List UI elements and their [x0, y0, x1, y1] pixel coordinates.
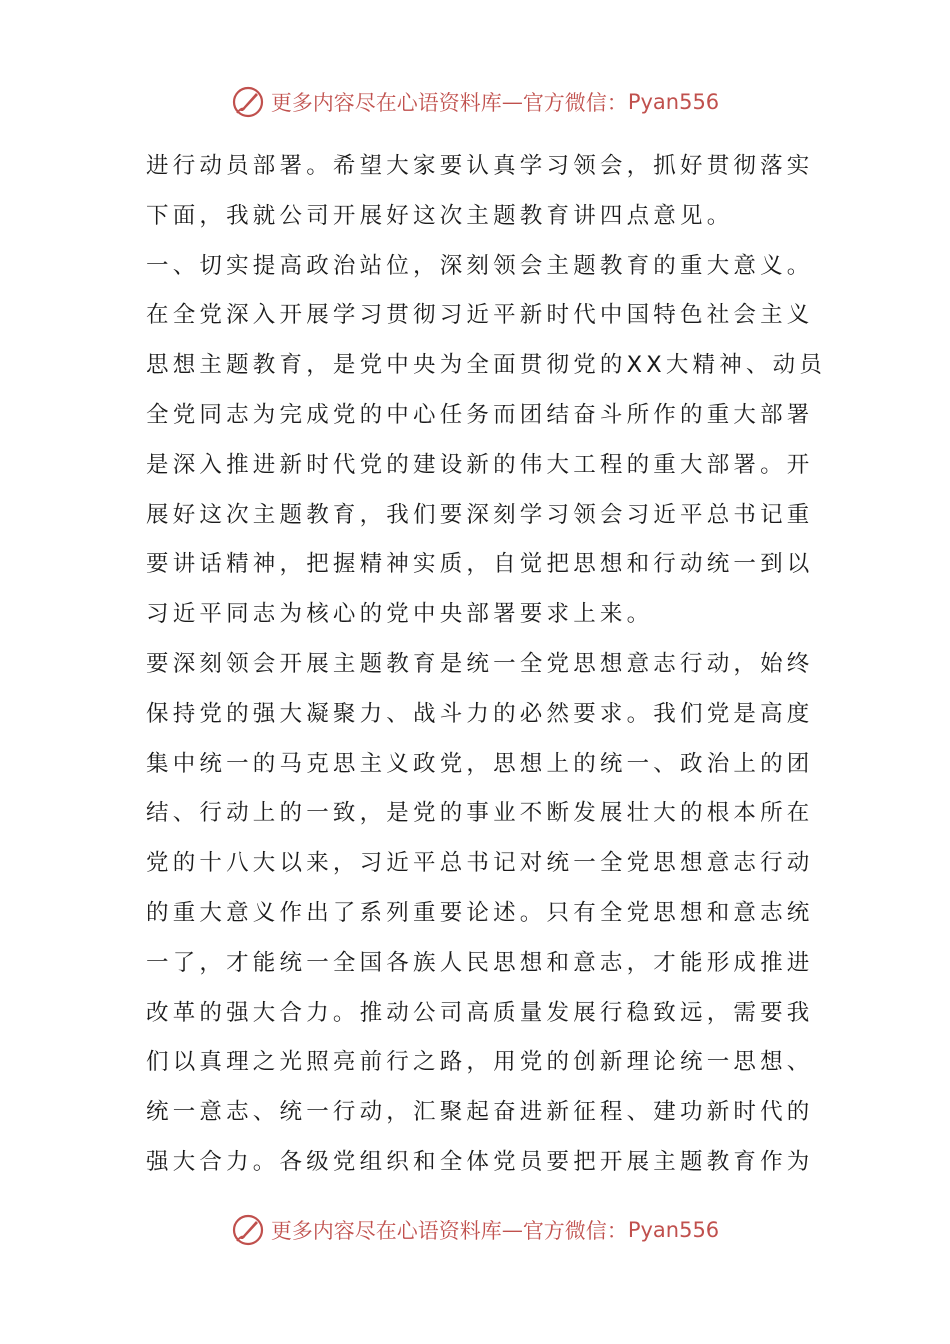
text-line: 展好这次主题教育，我们要深刻学习领会习近平总书记重 [146, 501, 814, 528]
text-line: 结、行动上的一致，是党的事业不断发展壮大的根本所在 [146, 800, 814, 827]
footer-banner [0, 1210, 950, 1250]
text-line: 要深刻领会开展主题教育是统一全党思想意志行动，始终 [146, 650, 814, 677]
header-separator: — [501, 90, 523, 114]
quill-logo-icon [231, 1213, 265, 1247]
text-line: 是深入推进新时代党的建设新的伟大工程的重大部署。开 [146, 451, 814, 478]
text-line: 们以真理之光照亮前行之路，用党的创新理论统一思想、 [146, 1049, 814, 1076]
body-text [146, 142, 827, 1188]
header-wechat-label: 官方微信： [522, 91, 628, 115]
text-line: 保持党的强大凝聚力、战斗力的必然要求。我们党是高度 [146, 700, 814, 727]
text-line: 集中统一的马克思主义政党，思想上的统一、政治上的团 [146, 750, 814, 777]
footer-separator: — [501, 1218, 523, 1242]
text-line: 进行动员部署。希望大家要认真学习领会，抓好贯彻落实 [146, 153, 814, 179]
header-brand-text: 更多内容尽在心语资料库 [270, 91, 502, 115]
text-line: 下面，我就公司开展好这次主题教育讲四点意见。 [146, 202, 734, 229]
footer-wechat-label: 官方微信： [522, 1219, 628, 1243]
text-line: 习近平同志为核心的党中央部署要求上来。 [146, 601, 654, 628]
text-line: 要讲话精神，把握精神实质，自觉把思想和行动统一到以 [146, 551, 814, 578]
quill-logo-icon [231, 85, 265, 119]
text-line: 全党同志为完成党的中心任务而团结奋斗所作的重大部署 [146, 401, 814, 428]
text-line: 的重大意义作出了系列重要论述。只有全党思想和意志统 [146, 899, 814, 926]
text-line: 思想主题教育，是党中央为全面贯彻党的XX大精神、动员 [146, 352, 827, 379]
footer-wechat-id: Pyan556 [627, 1218, 720, 1242]
text-line: 改革的强大合力。推动公司高质量发展行稳致远，需要我 [146, 999, 814, 1026]
text-line: 统一意志、统一行动，汇聚起奋进新征程、建功新时代的 [146, 1099, 814, 1126]
header-banner [0, 82, 950, 122]
section-heading: 一、切实提高政治站位，深刻领会主题教育的重大意义。 [146, 252, 814, 279]
text-line: 一了，才能统一全国各族人民思想和意志，才能形成推进 [146, 949, 814, 976]
footer-brand-text: 更多内容尽在心语资料库 [270, 1219, 502, 1243]
header-wechat-id: Pyan556 [627, 90, 720, 114]
text-line: 强大合力。各级党组织和全体党员要把开展主题教育作为 [146, 1148, 814, 1175]
text-line: 党的十八大以来，习近平总书记对统一全党思想意志行动 [146, 850, 814, 877]
text-line: 在全党深入开展学习贯彻习近平新时代中国特色社会主义 [146, 302, 814, 329]
